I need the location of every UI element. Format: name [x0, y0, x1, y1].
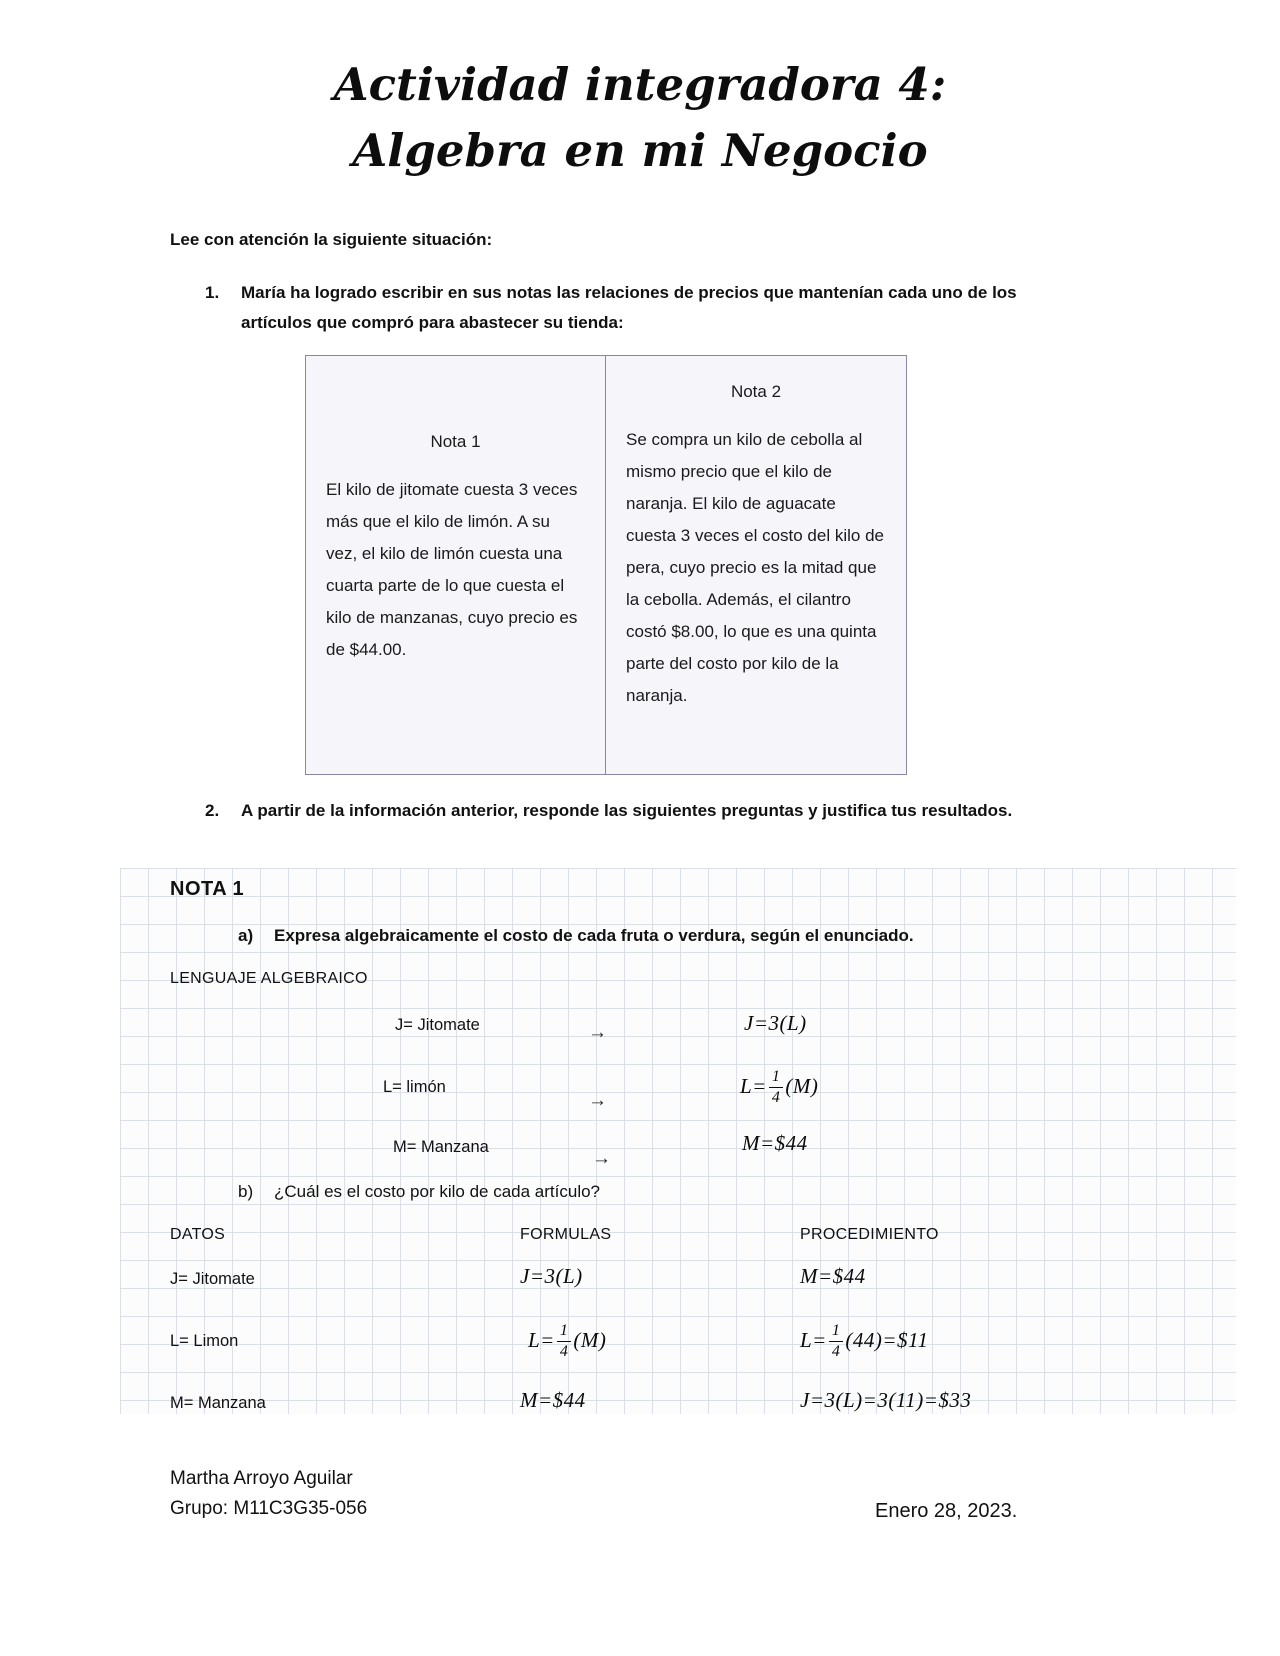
column-header-datos: DATOS [170, 1226, 226, 1243]
algebra-formula-manzana: M=$44 [742, 1131, 808, 1155]
part-a-label: a) [238, 926, 254, 945]
arrow-icon: → [588, 1090, 607, 1111]
nota1-cell [306, 356, 606, 774]
formula-post: (M) [785, 1073, 819, 1098]
list-item-1 [205, 278, 1061, 338]
arrow-icon: → [592, 1148, 611, 1169]
graph-paper-background [120, 868, 1236, 1414]
algebra-var-limon: L= limón [383, 1078, 446, 1096]
intro-text: Lee con atención la siguiente situación: [170, 230, 493, 249]
group-id: Grupo: M11C3G35-056 [170, 1498, 368, 1519]
column-header-procedimiento: PROCEDIMIENTO [800, 1226, 939, 1243]
list-item-1-text: María ha logrado escribir en sus notas las relaciones de precios que mantenían cada uno de los artículos que compró para abastecer su tienda: [241, 283, 1017, 332]
nota2-title: Nota 2 [730, 382, 782, 401]
fraction-numerator: 1 [769, 1068, 784, 1088]
list-item-2-text: A partir de la información anterior, responde las siguientes preguntas y justifica tus resultados. [241, 801, 1013, 820]
page-title-line2: Algebra en mi Negocio [352, 124, 928, 177]
arrow-icon: → [588, 1022, 607, 1043]
part-b-line [238, 1182, 600, 1202]
fraction-denominator: 4 [559, 1342, 569, 1360]
fraction [557, 1322, 572, 1360]
list-item-1-number: 1. [205, 283, 220, 302]
datos-manzana: M= Manzana [170, 1394, 266, 1412]
part-a-line [238, 926, 914, 946]
formula-post: (M) [573, 1327, 607, 1352]
procedimiento-row3: J=3(L)=3(11)=$33 [800, 1388, 972, 1412]
formula-jitomate: J=3(L) [520, 1264, 583, 1288]
document-date: Enero 28, 2023. [875, 1500, 1018, 1522]
formula-pre: L= [740, 1073, 767, 1098]
author-name: Martha Arroyo Aguilar [170, 1468, 353, 1489]
formula-limon [528, 1322, 606, 1360]
page-title-line1: Actividad integradora 4: [333, 58, 947, 111]
fraction [829, 1322, 844, 1360]
formula-pre: L= [800, 1327, 827, 1352]
fraction-denominator: 4 [831, 1342, 841, 1360]
procedimiento-row2 [800, 1322, 928, 1360]
nota2-body: Se compra un kilo de cebolla al mismo precio que el kilo de naranja. El kilo de aguacate cuesta 3 veces el costo del kilo de pera, cuyo precio es la mitad que la cebolla. Además, el cilantro costó $8.00, lo que es una quinta parte del costo por kilo de la naranja. [626, 430, 884, 705]
part-a-text: Expresa algebraicamente el costo de cada fruta o verdura, según el enunciado. [274, 926, 914, 945]
lenguaje-algebraico-label: LENGUAJE ALGEBRAICO [170, 970, 368, 987]
formula-manzana: M=$44 [520, 1388, 586, 1412]
fraction [769, 1068, 784, 1106]
nota1-title: Nota 1 [430, 432, 481, 451]
nota2-cell [606, 356, 906, 774]
algebra-var-manzana: M= Manzana [393, 1138, 489, 1156]
algebra-formula-limon [740, 1068, 818, 1106]
formula-post: (44)=$11 [845, 1327, 929, 1352]
algebra-formula-jitomate: J=3(L) [744, 1011, 807, 1035]
column-header-formulas: FORMULAS [520, 1226, 612, 1243]
fraction-denominator: 4 [771, 1088, 781, 1106]
list-item-2-number: 2. [205, 801, 220, 820]
fraction-numerator: 1 [557, 1322, 572, 1342]
notes-table [305, 355, 907, 775]
formula-pre: L= [528, 1327, 555, 1352]
list-item-2 [205, 796, 1061, 826]
worksheet-heading: NOTA 1 [170, 878, 245, 900]
part-b-text: ¿Cuál es el costo por kilo de cada artículo? [274, 1182, 601, 1201]
algebra-var-jitomate: J= Jitomate [395, 1016, 480, 1034]
nota1-body: El kilo de jitomate cuesta 3 veces más que el kilo de limón. A su vez, el kilo de limón cuesta una cuarta parte de lo que cuesta el kilo de manzanas, cuyo precio es de $44.00. [326, 480, 578, 659]
part-b-label: b) [238, 1182, 254, 1201]
datos-limon: L= Limon [170, 1332, 239, 1350]
procedimiento-row1: M=$44 [800, 1264, 866, 1288]
page-title [0, 52, 1280, 184]
datos-jitomate: J= Jitomate [170, 1270, 255, 1288]
fraction-numerator: 1 [829, 1322, 844, 1342]
